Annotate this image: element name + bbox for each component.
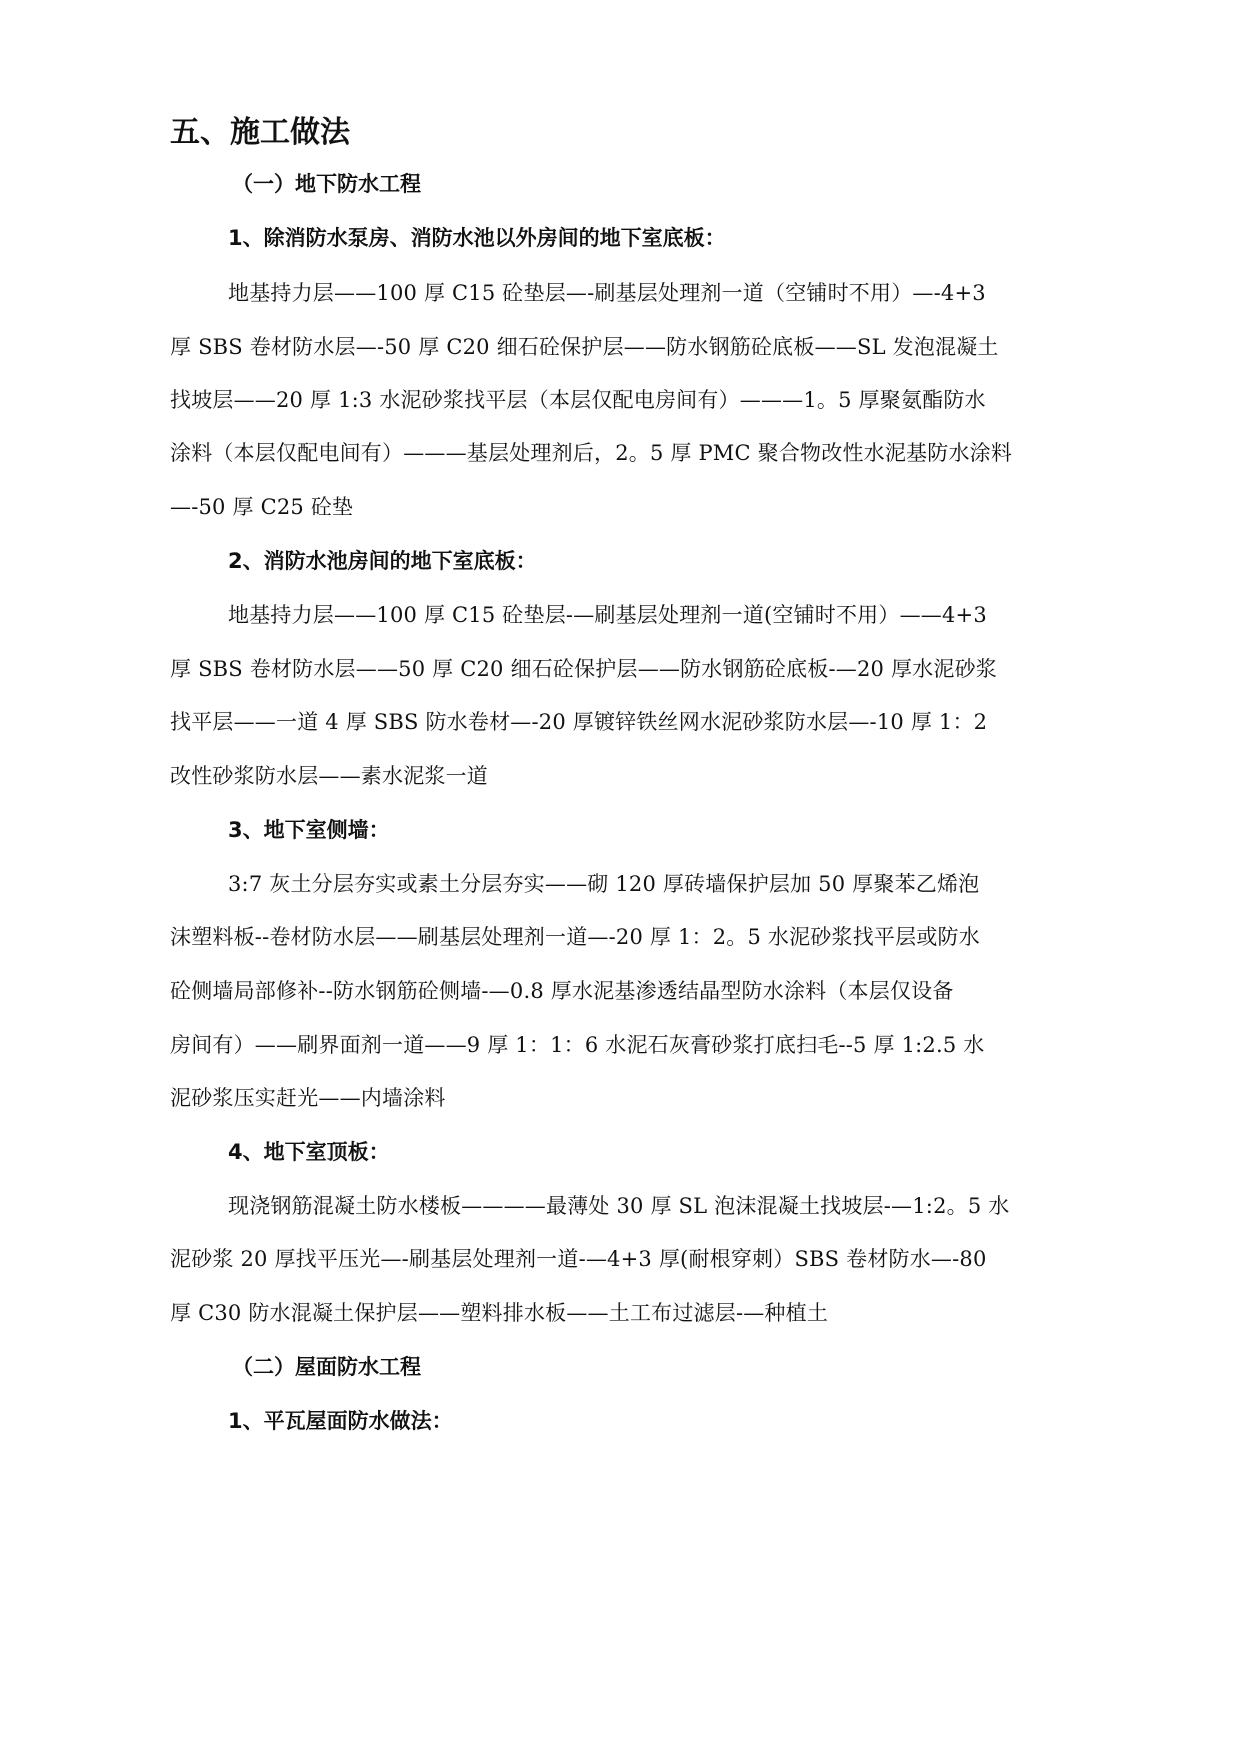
item-3-line-5: 泥砂浆压实赶光——内墙涂料 xyxy=(170,1086,446,1110)
item-3-line-4: 房间有）——刷界面剂一道——9 厚 1：1：6 水泥石灰膏砂浆打底扫毛--5 厚 1:2.5 水 xyxy=(170,1033,985,1057)
item-1-line-4: 涂料（本层仅配电间有）———基层处理剂后，2。5 厚 PMC 聚合物改性水泥基防水涂料 xyxy=(170,441,1013,465)
item-3-line-3: 砼侧墙局部修补--防水钢筋砼侧墙-—0.8 厚水泥基渗透结晶型防水涂料（本层仅设备 xyxy=(170,979,954,1003)
item-3-line-2: 沫塑料板--卷材防水层——刷基层处理剂一道—-20 厚 1：2。5 水泥砂浆找平层或防水 xyxy=(170,925,980,949)
item-2-line-4: 改性砂浆防水层——素水泥浆一道 xyxy=(170,764,488,788)
section-2-item-1-title: 1、平瓦屋面防水做法： xyxy=(228,1409,453,1433)
item-2-title: 2、消防水池房间的地下室底板： xyxy=(228,549,537,573)
item-1-line-2: 厚 SBS 卷材防水层—-50 厚 C20 细石砼保护层——防水钢筋砼底板——SL 发泡混凝土 xyxy=(170,335,999,359)
page-heading: 五、施工做法 xyxy=(170,115,350,150)
item-4-line-3: 厚 C30 防水混凝土保护层——塑料排水板——土工布过滤层-—种植土 xyxy=(170,1301,829,1325)
item-4-line-1: 现浇钢筋混凝土防水楼板————最薄处 30 厚 SL 泡沫混凝土找坡层-—1:2。5 水 xyxy=(228,1194,1010,1218)
item-3-title: 3、地下室侧墙： xyxy=(228,818,390,842)
item-2-line-1: 地基持力层——100 厚 C15 砼垫层-—刷基层处理剂一道(空铺时不用）——4+3 xyxy=(228,603,987,627)
item-2-line-3: 找平层——一道 4 厚 SBS 防水卷材—-20 厚镀锌铁丝网水泥砂浆防水层—-10 厚 1：2 xyxy=(170,710,988,734)
item-3-line-1: 3:7 灰土分层夯实或素土分层夯实——砌 120 厚砖墙保护层加 50 厚聚苯乙烯泡 xyxy=(228,872,980,896)
item-1-line-1: 地基持力层——100 厚 C15 砼垫层—-刷基层处理剂一道（空铺时不用）—-4+3 xyxy=(228,281,986,305)
item-1-line-5: —-50 厚 C25 砼垫 xyxy=(170,495,354,519)
item-4-line-2: 泥砂浆 20 厚找平压光—-刷基层处理剂一道-—4+3 厚(耐根穿刺）SBS 卷材防水—-80 xyxy=(170,1247,987,1271)
item-1-title: 1、除消防水泵房、消防水池以外房间的地下室底板： xyxy=(228,226,726,250)
item-2-line-2: 厚 SBS 卷材防水层——50 厚 C20 细石砼保护层——防水钢筋砼底板-—20 厚水泥砂浆 xyxy=(170,657,997,681)
item-1-line-3: 找坡层——20 厚 1:3 水泥砂浆找平层（本层仅配电房间有）———1。5 厚聚氨酯防水 xyxy=(170,388,986,412)
section-1-title: （一）地下防水工程 xyxy=(232,172,421,196)
item-4-title: 4、地下室顶板： xyxy=(228,1140,390,1164)
section-2-title: （二）屋面防水工程 xyxy=(232,1355,421,1379)
